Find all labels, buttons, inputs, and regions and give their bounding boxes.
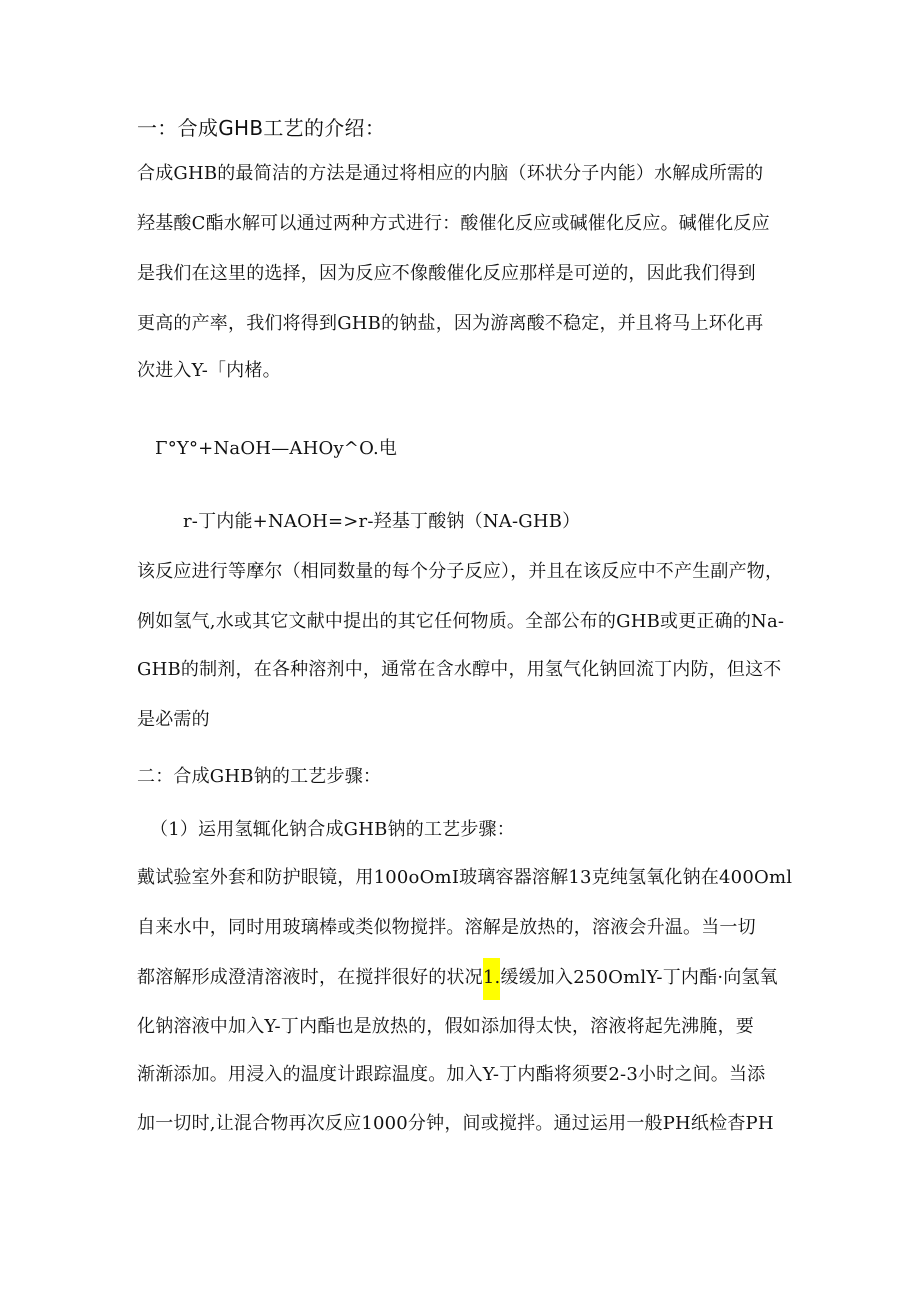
highlighted-text: 1. [483,958,501,1000]
section-heading-steps: 二：合成GHB钠的工艺步骤： [137,766,382,787]
paragraph-line-highlighted [137,966,778,990]
paragraph-line: 是必需的 [137,709,210,730]
paragraph-line: 合成GHB的最简洁的方法是通过将相应的内脑（环状分子内能）水解成所需的 [137,163,764,184]
paragraph-line: 渐渐添加。用浸入的温度计跟踪温度。加入Y-丁内酯将须要2-3小时之间。当添 [137,1064,766,1085]
text-segment: 缓缓加入250OmlY-丁内酯·向氢氧 [500,967,778,988]
subsection-heading: （1）运用氢辄化钠合成GHB钠的工艺步骤： [150,819,515,840]
paragraph-line: 是我们在这里的选择，因为反应不像酸催化反应那样是可逆的，因此我们得到 [137,263,756,284]
paragraph-line: 化钠溶液中加入Y-丁内酯也是放热的，假如添加得太快，溶液将起先沸腌，要 [137,1016,754,1037]
paragraph-line: GHB的制剂，在各种溶剂中，通常在含水醇中，用氢气化钠回流丁内防，但这不 [137,659,782,680]
paragraph-line: 例如氢气,水或其它文献中提出的其它任何物质。全部公布的GHB或更正确的Na- [137,611,785,632]
paragraph-line: 更高的产率，我们将得到GHB的钠盐，因为游离酸不稳定，并且将马上环化再 [137,313,764,334]
section-heading-intro: 一：合成GHB工艺的介绍： [137,116,386,140]
paragraph-line: 该反应进行等摩尔（相同数量的每个分子反应），并且在该反应中不产生副产物， [137,561,784,582]
paragraph-line: 自来水中，同时用玻璃棒或类似物搅拌。溶解是放热的，溶液会升温。当一切 [137,917,756,938]
paragraph-line: 戴试验室外套和防护眼镜，用100oOmI玻璃容器溶解13克纯氢氧化钠在400Oml [137,867,793,888]
reaction-equation: Γ°Y°+NaOH—AHOy^O.电 [155,438,398,459]
reaction-equation-text: r-丁内能+NAOH=>r-羟基丁酸钠（NA-GHB） [183,511,581,532]
paragraph-line: 加一切时,让混合物再次反应1000分钟，间或搅拌。通过运用一般PH纸检杳PH [137,1113,774,1134]
paragraph-line: 羟基酸C酯水解可以通过两种方式进行：酸催化反应或碱催化反应。碱催化反应 [137,213,770,234]
paragraph-line: 次进入Y-「内楮。 [137,360,281,381]
text-segment: 都溶解形成澄清溶液时，在搅拌很好的状况 [137,967,483,988]
